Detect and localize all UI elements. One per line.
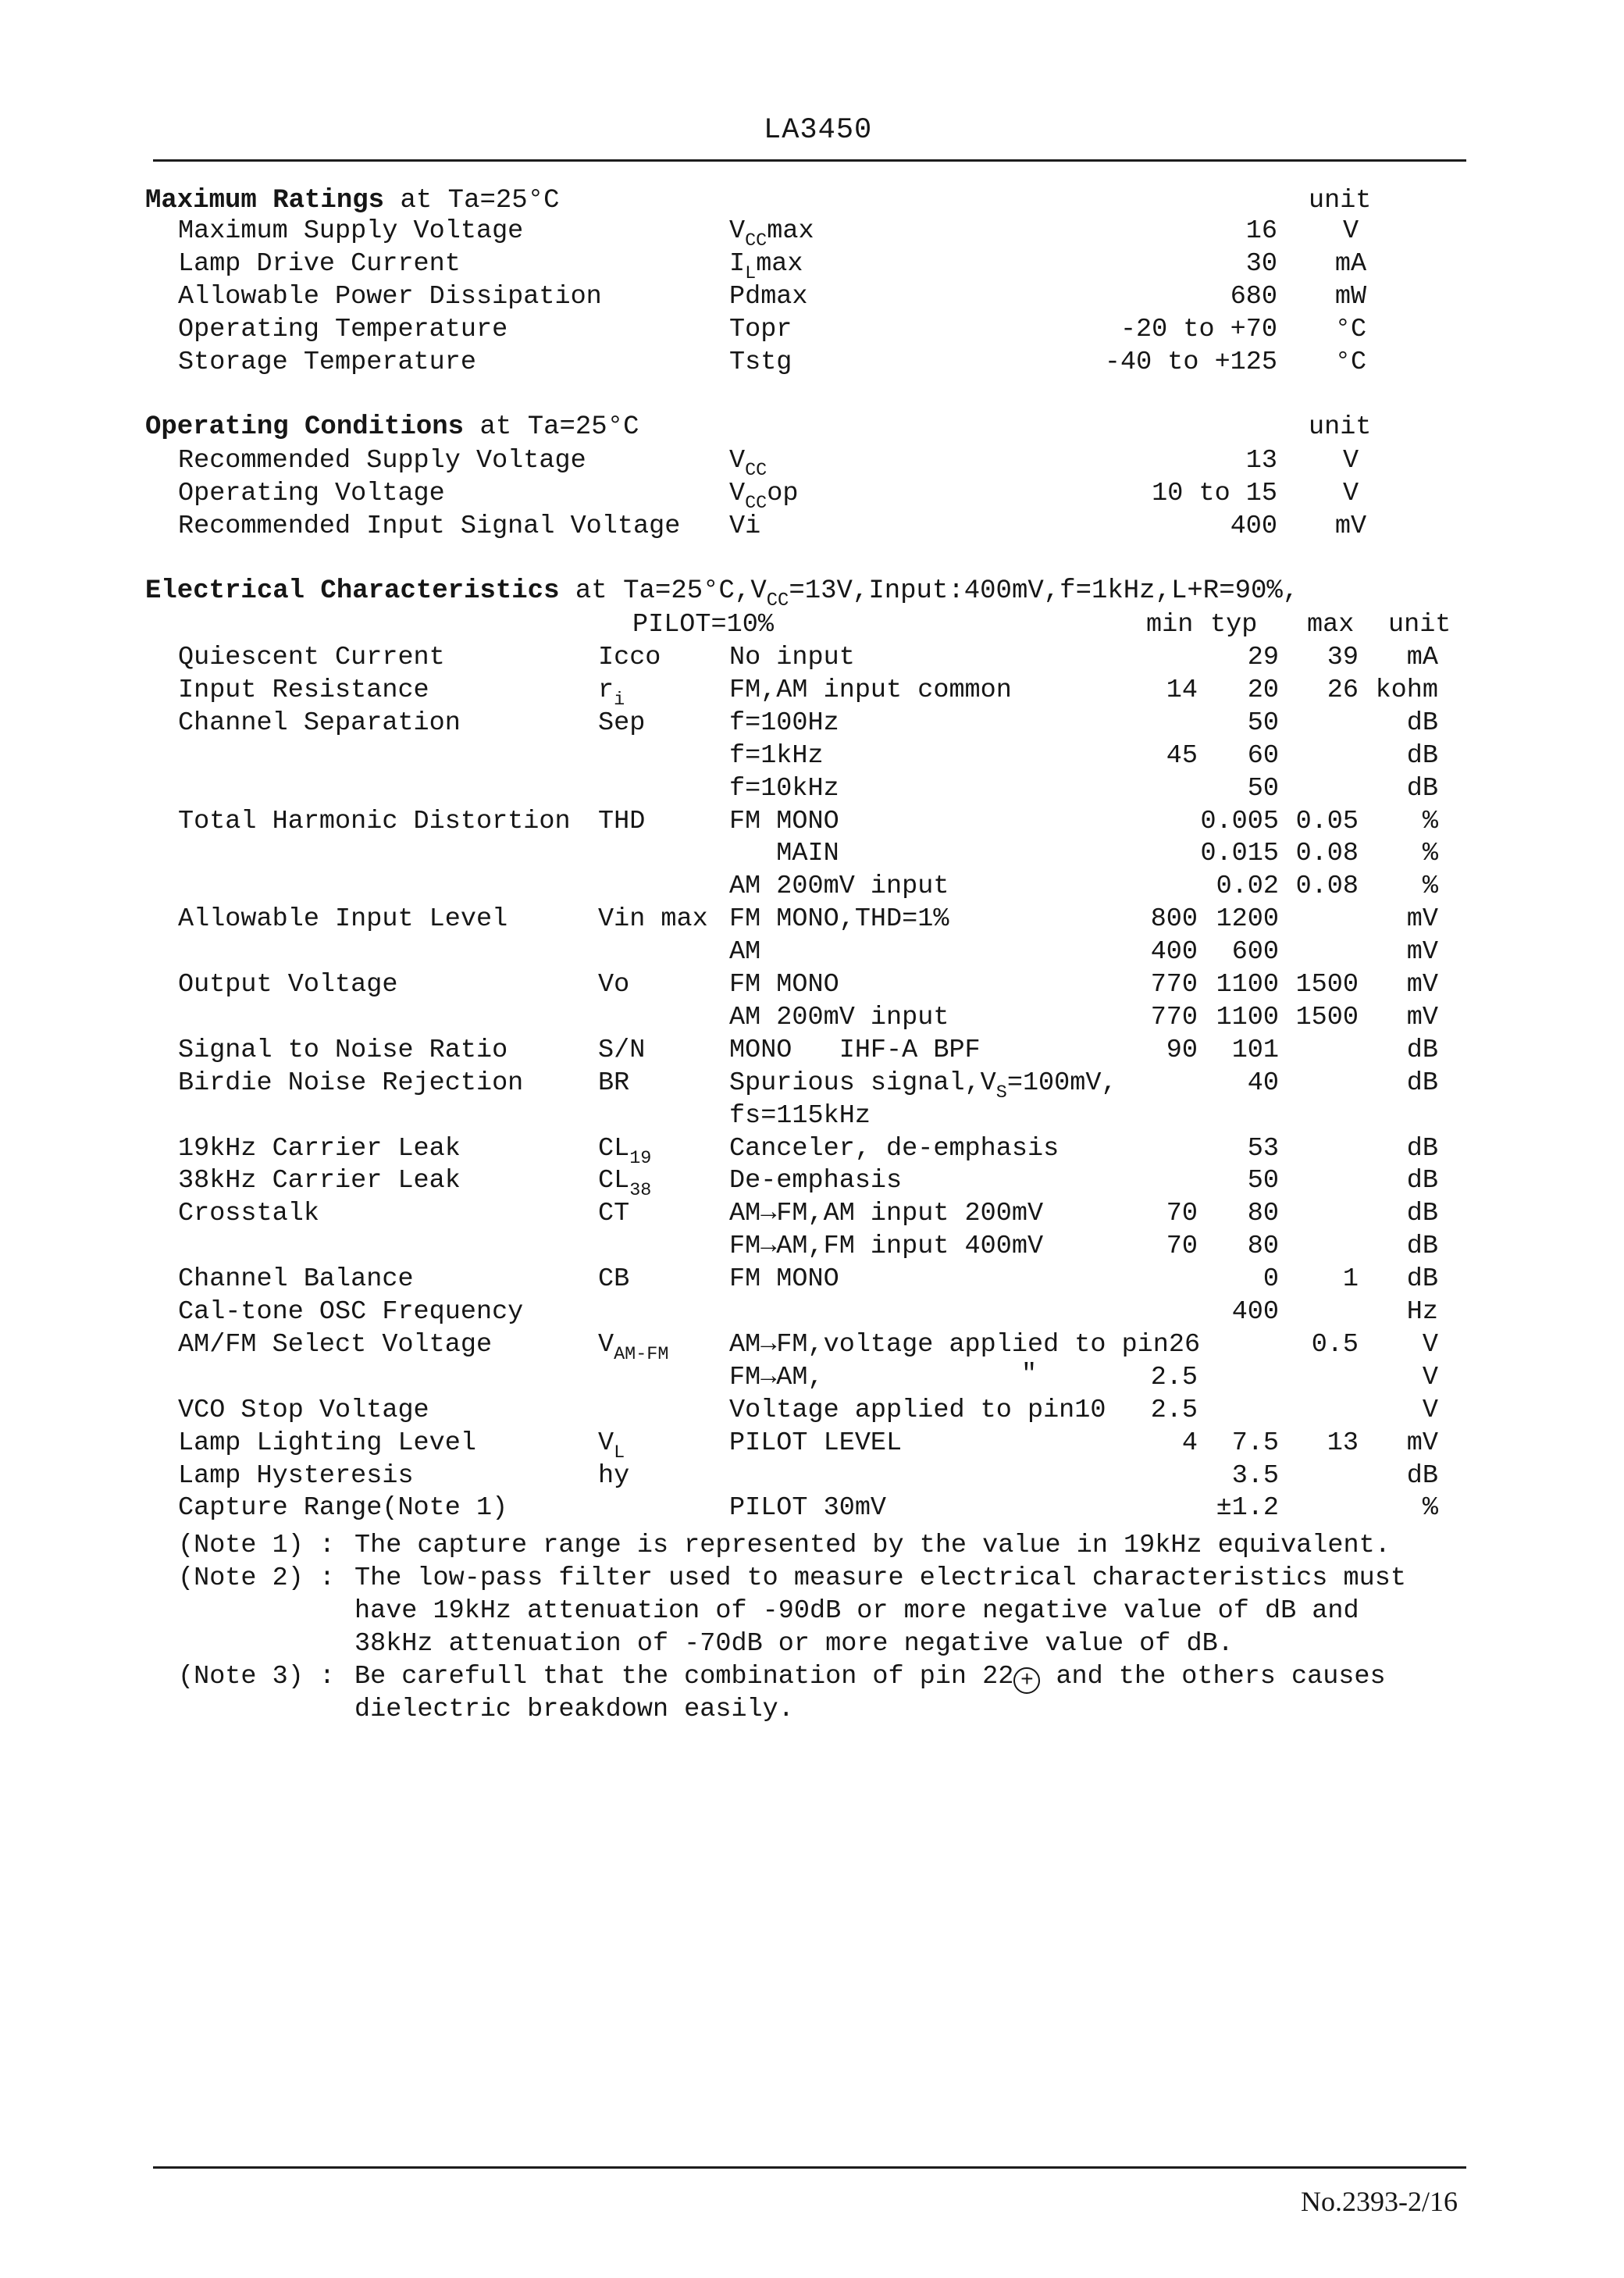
ec-condition: FM MONO — [729, 1264, 839, 1295]
ec-typ: 29 — [1247, 643, 1279, 672]
spec-label: Allowable Power Dissipation — [178, 282, 602, 312]
ec-max: 1500 — [1295, 1002, 1359, 1032]
ec-unit: % — [1422, 872, 1438, 902]
col-header-typ: typ — [1210, 610, 1258, 640]
spec-label: Operating Voltage — [178, 479, 445, 508]
ec-max: 0.5 — [1311, 1329, 1359, 1360]
ec-unit: dB — [1406, 1199, 1438, 1229]
plus-circle-icon: + — [1013, 1667, 1040, 1694]
ec-symbol: $V_{AM-FM}$ — [598, 1329, 669, 1365]
spec-unit: °C — [1334, 348, 1367, 377]
op-conditions-title-bold: Operating Conditions — [145, 412, 465, 442]
ec-symbol: $r_i$ — [598, 675, 625, 711]
ec-condition: Voltage applied to pin10 — [729, 1395, 1106, 1425]
note-text: The low-pass filter used to measure electrical characteristics must — [354, 1563, 1406, 1593]
max-ratings-title-rest: at Ta=25°C — [384, 186, 560, 216]
ec-condition: PILOT 30mV — [729, 1493, 887, 1524]
ec-typ: 7.5 — [1231, 1428, 1279, 1458]
ec-typ: 53 — [1247, 1133, 1279, 1164]
max-ratings-title-bold: Maximum Ratings — [145, 186, 385, 216]
ec-symbol: Vo — [598, 970, 630, 1000]
ec-unit: dB — [1406, 773, 1438, 804]
ec-label: Input Resistance — [178, 675, 429, 705]
ec-typ: 60 — [1247, 740, 1279, 771]
spec-label: Storage Temperature — [178, 348, 476, 377]
spec-label: Operating Temperature — [178, 315, 508, 344]
ec-min: 70 — [1166, 1232, 1198, 1262]
ec-min: 14 — [1166, 675, 1198, 705]
ec-min: 2.5 — [1150, 1362, 1198, 1392]
spec-unit: mA — [1334, 249, 1367, 279]
ec-label: 38kHz Carrier Leak — [178, 1166, 461, 1196]
ec-typ: 1200 — [1216, 904, 1279, 935]
ec-condition: MAIN — [729, 839, 839, 869]
spec-unit: V — [1342, 479, 1359, 508]
ec-condition: fs=115kHz — [729, 1100, 871, 1131]
ec-unit: dB — [1406, 708, 1438, 738]
spec-unit: mV — [1334, 512, 1367, 541]
ec-condition: AM→FM,AM input 200mV — [729, 1199, 1044, 1229]
ec-unit: dB — [1406, 1035, 1438, 1065]
ec-condition: FM MONO — [729, 806, 839, 836]
ec-symbol: Icco — [598, 643, 661, 672]
ditto-mark: " — [1021, 1360, 1038, 1389]
ec-label: Channel Separation — [178, 708, 461, 738]
spec-value: 13 — [1245, 446, 1277, 476]
ec-typ: 50 — [1247, 1166, 1279, 1196]
ec-min: 70 — [1166, 1199, 1198, 1229]
ec-symbol: hy — [598, 1460, 630, 1491]
ec-label: AM/FM Select Voltage — [178, 1329, 493, 1360]
spec-value: 16 — [1245, 216, 1277, 246]
header-rule — [153, 159, 1466, 162]
op-conditions-title-rest: at Ta=25°C — [464, 412, 639, 442]
elec-chars-title-sub: CC — [766, 590, 789, 611]
spec-value: 400 — [1230, 512, 1277, 541]
ec-condition: f=10kHz — [729, 773, 839, 804]
ec-label: Capture Range(Note 1) — [178, 1493, 508, 1524]
ec-unit: dB — [1406, 1068, 1438, 1098]
ec-min: 770 — [1150, 1002, 1198, 1032]
ec-label: Cal-tone OSC Frequency — [178, 1297, 524, 1327]
ec-min: 800 — [1150, 904, 1198, 935]
ec-unit: % — [1422, 839, 1438, 869]
ec-condition: FM→AM, — [729, 1362, 824, 1392]
ec-typ: 20 — [1247, 675, 1279, 705]
ec-unit: mV — [1406, 937, 1438, 968]
ec-label: Total Harmonic Distortion — [178, 806, 571, 836]
ec-symbol: Vin max — [598, 904, 708, 935]
spec-label: Lamp Drive Current — [178, 249, 461, 279]
ec-unit: % — [1422, 1493, 1438, 1524]
spec-symbol: $V_{CC}\max$ — [729, 216, 814, 251]
ec-condition: Canceler, de-emphasis — [729, 1133, 1060, 1164]
ec-typ: ±1.2 — [1216, 1493, 1279, 1524]
ec-typ: 0.015 — [1200, 839, 1279, 869]
ec-label: Birdie Noise Rejection — [178, 1068, 524, 1098]
ec-symbol: Sep — [598, 708, 646, 738]
ec-condition: No input — [729, 643, 855, 672]
ec-condition: AM 200mV input — [729, 872, 949, 902]
note-text: The capture range is represented by the value in 19kHz equivalent. — [354, 1531, 1391, 1560]
spec-unit: V — [1342, 446, 1359, 476]
spec-value: -40 to +125 — [1104, 348, 1277, 377]
spec-symbol: $V_{CC}$ — [729, 446, 767, 481]
ec-label: 19kHz Carrier Leak — [178, 1133, 461, 1164]
spec-symbol: Vi — [729, 512, 761, 541]
ec-max: 26 — [1327, 675, 1359, 705]
ec-condition: FM→AM,FM input 400mV — [729, 1232, 1044, 1262]
ec-symbol: $CL_{38}$ — [598, 1166, 652, 1202]
ec-condition: f=100Hz — [729, 708, 839, 738]
ec-unit: mV — [1406, 1428, 1438, 1458]
elec-chars-title-bold: Electrical Characteristics — [145, 576, 560, 606]
spec-unit: mW — [1334, 282, 1367, 312]
ec-typ: 3.5 — [1231, 1460, 1279, 1491]
spec-label: Recommended Supply Voltage — [178, 446, 586, 476]
ec-max: 0.08 — [1295, 839, 1359, 869]
ec-label: Allowable Input Level — [178, 904, 508, 935]
col-header-min: min — [1146, 610, 1194, 640]
ec-unit: dB — [1406, 1232, 1438, 1262]
ec-typ: 1100 — [1216, 970, 1279, 1000]
ec-typ: 0.005 — [1200, 806, 1279, 836]
elec-chars-title-rest-b: =13V,Input:400mV,f=1kHz,L+R=90%, — [789, 576, 1299, 606]
elec-chars-title-rest-a: at Ta=25°C,V — [559, 576, 767, 606]
ec-label: Channel Balance — [178, 1264, 414, 1295]
ec-symbol: THD — [598, 806, 646, 836]
spec-value: 10 to 15 — [1152, 479, 1277, 508]
ec-condition: FM,AM input common — [729, 675, 1012, 705]
ec-unit: dB — [1406, 1460, 1438, 1491]
ec-unit: V — [1422, 1329, 1438, 1360]
ec-label: Lamp Lighting Level — [178, 1428, 476, 1458]
ec-symbol: S/N — [598, 1035, 646, 1065]
ec-max: 13 — [1327, 1428, 1359, 1458]
ec-max: 1500 — [1295, 970, 1359, 1000]
ec-unit: Hz — [1406, 1297, 1438, 1327]
ec-unit: V — [1422, 1362, 1438, 1392]
spec-label: Maximum Supply Voltage — [178, 216, 524, 246]
ec-symbol: BR — [598, 1068, 630, 1098]
ec-typ: 1100 — [1216, 1002, 1279, 1032]
ec-unit: V — [1422, 1395, 1438, 1425]
ec-unit: dB — [1406, 1166, 1438, 1196]
ec-typ: 101 — [1231, 1035, 1279, 1065]
ec-unit: dB — [1406, 1133, 1438, 1164]
ec-max: 1 — [1342, 1264, 1359, 1295]
page-number: No.2393-2/16 — [1301, 2186, 1458, 2217]
ec-min: 4 — [1181, 1428, 1198, 1458]
footer-rule — [153, 2166, 1466, 2169]
spec-value: -20 to +70 — [1120, 315, 1277, 344]
page-header-title: LA3450 — [764, 114, 873, 147]
col-header-unit: unit — [1388, 610, 1451, 640]
spec-value: 30 — [1245, 249, 1277, 279]
elec-chars-title-line2: PILOT=10% — [632, 610, 774, 640]
ec-condition: De-emphasis — [729, 1166, 903, 1196]
ec-typ: 80 — [1247, 1199, 1279, 1229]
ec-condition: AM — [729, 937, 761, 968]
ec-unit: kohm — [1375, 675, 1438, 705]
spec-symbol: Tstg — [729, 348, 792, 377]
ec-label: Signal to Noise Ratio — [178, 1035, 508, 1065]
note-tag: (Note 1) : — [178, 1531, 336, 1560]
ec-condition: PILOT LEVEL — [729, 1428, 903, 1458]
ec-label: VCO Stop Voltage — [178, 1395, 429, 1425]
spec-unit: °C — [1334, 315, 1367, 344]
note-text: dielectric breakdown easily. — [354, 1695, 794, 1724]
ec-condition: MONO IHF-A BPF — [729, 1035, 981, 1065]
ec-condition: FM MONO — [729, 970, 839, 1000]
ec-typ: 600 — [1231, 937, 1279, 968]
ec-label: Quiescent Current — [178, 643, 445, 672]
spec-label: Recommended Input Signal Voltage — [178, 512, 681, 541]
ec-label: Crosstalk — [178, 1199, 319, 1229]
note-tag: (Note 2) : — [178, 1563, 336, 1593]
max-ratings-title — [145, 186, 560, 216]
max-ratings-unit-header: unit — [1309, 186, 1372, 216]
spec-symbol: $I_L\max$ — [729, 249, 803, 284]
ec-min: 90 — [1166, 1035, 1198, 1065]
ec-unit: mA — [1406, 643, 1438, 672]
ec-unit: dB — [1406, 740, 1438, 771]
ec-typ: 0.02 — [1216, 872, 1279, 902]
ec-typ: 80 — [1247, 1232, 1279, 1262]
ec-typ: 50 — [1247, 773, 1279, 804]
ec-min: 2.5 — [1150, 1395, 1198, 1425]
spec-unit: V — [1342, 216, 1359, 246]
ec-condition: Spurious $signal,V_S=100mV$, — [729, 1068, 1117, 1103]
ec-min: 400 — [1150, 937, 1198, 968]
ec-min: 45 — [1166, 740, 1198, 771]
ec-label: Lamp Hysteresis — [178, 1460, 414, 1491]
ec-symbol: $CL_{19}$ — [598, 1133, 652, 1169]
ec-unit: mV — [1406, 1002, 1438, 1032]
ec-unit: % — [1422, 806, 1438, 836]
ec-condition: FM MONO,THD=1% — [729, 904, 949, 935]
ec-typ: 0 — [1263, 1264, 1279, 1295]
ec-max: 0.05 — [1295, 806, 1359, 836]
note-text: 38kHz attenuation of -70dB or more negative value of dB. — [354, 1629, 1234, 1659]
ec-unit: mV — [1406, 970, 1438, 1000]
spec-symbol: Topr — [729, 315, 792, 344]
spec-value: 680 — [1230, 282, 1277, 312]
ec-condition: AM→FM,voltage applied to pin26 — [729, 1329, 1201, 1360]
col-header-max: max — [1307, 610, 1355, 640]
ec-max: 39 — [1327, 643, 1359, 672]
note-text: Be carefull that the combination of pin 22 + and the others causes — [354, 1662, 1386, 1693]
ec-typ: 40 — [1247, 1068, 1279, 1098]
ec-label: Output Voltage — [178, 970, 398, 1000]
ec-condition: AM 200mV input — [729, 1002, 949, 1032]
spec-symbol: $V_{CC}op$ — [729, 479, 799, 514]
ec-symbol: $V_L$ — [598, 1428, 625, 1463]
op-conditions-title — [145, 412, 639, 442]
ec-typ: 400 — [1231, 1297, 1279, 1327]
ec-unit: mV — [1406, 904, 1438, 935]
ec-typ: 50 — [1247, 708, 1279, 738]
ec-unit: dB — [1406, 1264, 1438, 1295]
ec-min: 770 — [1150, 970, 1198, 1000]
op-conditions-unit-header: unit — [1309, 412, 1372, 442]
note-text: have 19kHz attenuation of -90dB or more negative value of dB and — [354, 1596, 1359, 1626]
ec-symbol: CT — [598, 1199, 630, 1229]
elec-chars-title — [145, 576, 1299, 611]
ec-symbol: CB — [598, 1264, 630, 1295]
note-tag: (Note 3) : — [178, 1662, 336, 1692]
spec-symbol: Pdmax — [729, 282, 808, 312]
ec-max: 0.08 — [1295, 872, 1359, 902]
ec-condition: f=1kHz — [729, 740, 824, 771]
